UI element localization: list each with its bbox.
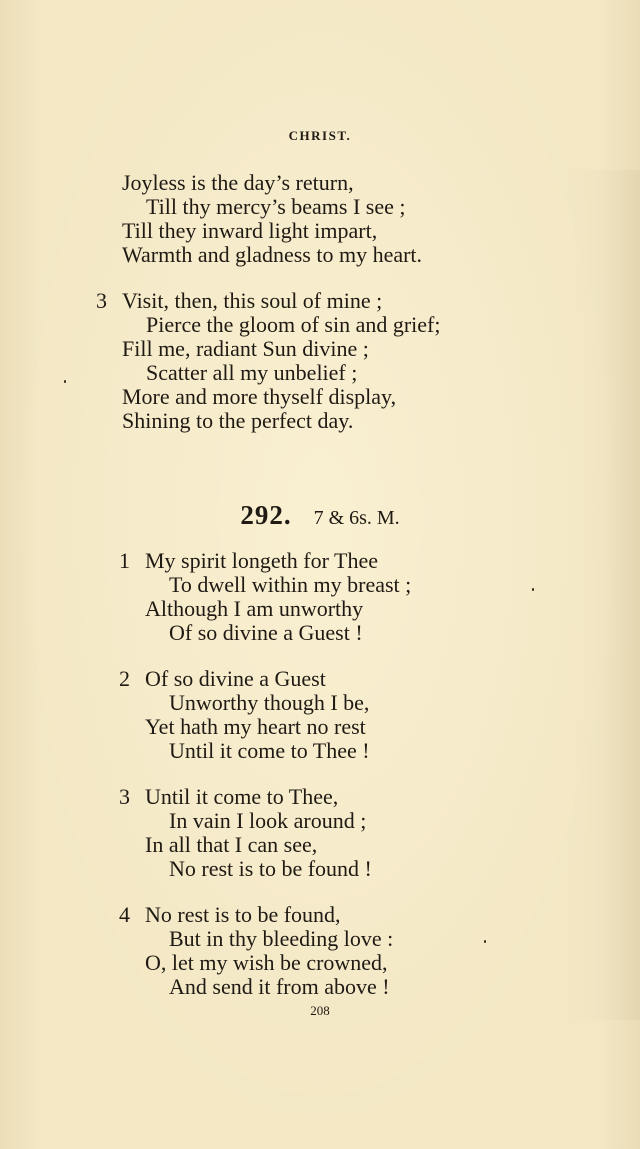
verse-line: Of so divine a Guest ! bbox=[169, 620, 363, 645]
verse-line: In all that I can see, bbox=[145, 832, 318, 857]
verse-line: Until it come to Thee, bbox=[145, 784, 339, 809]
verse-line: Joyless is the day’s return, bbox=[122, 170, 354, 195]
verse-line: In vain I look around ; bbox=[169, 808, 367, 833]
verse-line: O, let my wish be crowned, bbox=[145, 950, 388, 975]
verse-line: To dwell within my breast ; bbox=[169, 572, 412, 597]
verse-line: Till they inward light impart, bbox=[122, 218, 378, 243]
verse-line: Of so divine a Guest bbox=[145, 666, 326, 691]
verse-line: Until it come to Thee ! bbox=[169, 738, 370, 763]
verse-line: No rest is to be found ! bbox=[169, 856, 372, 881]
hymn-heading bbox=[0, 500, 640, 531]
verse-line: Fill me, radiant Sun divine ; bbox=[122, 336, 369, 361]
verse-line: Warmth and gladness to my heart. bbox=[122, 242, 423, 267]
verse-line: More and more thyself display, bbox=[122, 384, 397, 409]
hymn-number: 292. bbox=[240, 500, 292, 530]
page-number: 208 bbox=[310, 1003, 330, 1018]
verse-line: Till thy mercy’s beams I see ; bbox=[146, 194, 406, 219]
verse-line: My spirit longeth for Thee bbox=[145, 548, 378, 573]
paper-speck bbox=[484, 940, 486, 943]
stanza-number: 4 bbox=[119, 902, 130, 927]
verse-line: Although I am unworthy bbox=[145, 596, 364, 621]
paper-speck bbox=[532, 588, 534, 591]
show-through-shadow bbox=[570, 170, 640, 1020]
paper-speck bbox=[64, 380, 66, 383]
stanza-number: 3 bbox=[119, 784, 130, 809]
running-head: CHRIST. bbox=[288, 128, 352, 143]
verse-line: Scatter all my unbelief ; bbox=[146, 360, 358, 385]
verse-line: Visit, then, this soul of mine ; bbox=[122, 288, 383, 313]
stanza-number: 2 bbox=[119, 666, 130, 691]
verse-line: Yet hath my heart no rest bbox=[145, 714, 366, 739]
stanza-number: 1 bbox=[119, 548, 130, 573]
verse-line: Unworthy though I be, bbox=[169, 690, 370, 715]
verse-line: Shining to the perfect day. bbox=[122, 408, 354, 433]
stanza-number: 3 bbox=[96, 288, 107, 313]
hymn-meter: 7 & 6s. M. bbox=[313, 507, 400, 529]
verse-line: Pierce the gloom of sin and grief; bbox=[146, 312, 441, 337]
verse-line: No rest is to be found, bbox=[145, 902, 341, 927]
verse-line: But in thy bleeding love : bbox=[169, 926, 394, 951]
verse-line: And send it from above ! bbox=[169, 974, 390, 999]
